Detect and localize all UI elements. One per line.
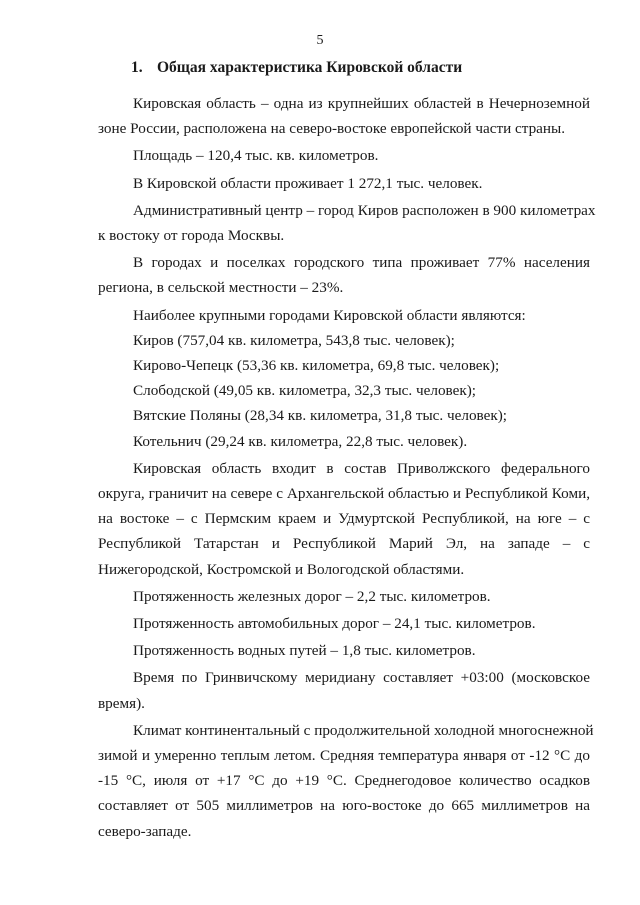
list-item: Котельнич (29,24 кв. километра, 22,8 тыс. человек). (133, 432, 468, 450)
list-item: Киров (757,04 кв. километра, 543,8 тыс. человек); (133, 331, 455, 349)
text-line: зоне России, расположена на северо-востоке европейской части страны. (98, 120, 566, 138)
text-line: В Кировской области проживает 1 272,1 тыс. человек. (133, 174, 483, 192)
city-list (98, 328, 590, 454)
section-heading (131, 58, 462, 78)
section-title: Общая характеристика Кировской области (157, 59, 463, 76)
list-item: Слободской (49,05 кв. километра, 32,3 тыс. человек); (133, 382, 477, 400)
text-line: В городах и поселках городского типа проживает 77% населения (133, 254, 590, 272)
paragraph-borders (98, 456, 590, 582)
text-line: Кировская область входит в состав Приволжского федерального (133, 459, 590, 477)
text-line: Протяженность автомобильных дорог – 24,1 тыс. километров. (133, 615, 536, 633)
paragraph-time-zone (98, 665, 590, 715)
section-number: 1. (131, 59, 143, 76)
list-item: Кирово-Чепецк (53,36 кв. километра, 69,8 тыс. человек); (133, 357, 500, 375)
text-line: время). (98, 694, 145, 712)
text-line: на востоке – с Пермским краем и Удмуртской Республикой, на юге – с (98, 510, 590, 528)
text-line: -15 °С, июля от +17 °С до +19 °С. Среднегодовое количество осадков (98, 772, 590, 790)
document-body (98, 91, 596, 844)
page-number: 5 (316, 33, 324, 48)
paragraph-urban-rural (98, 250, 590, 300)
text-line: к востоку от города Москвы. (98, 227, 285, 245)
paragraph-area (98, 143, 590, 168)
text-line: зимой и умеренно теплым летом. Средняя температура января от -12 °С до (98, 747, 590, 765)
text-line: составляет от 505 миллиметров на юго-востоке до 665 миллиметров на (98, 797, 590, 815)
paragraph-waterways (98, 638, 590, 663)
text-line: Административный центр – город Киров расположен в 900 километрах (133, 201, 596, 219)
paragraph-climate (98, 718, 594, 844)
text-line: региона, в сельской местности – 23%. (98, 279, 344, 297)
text-line: Республикой Татарстан и Республикой Марий Эл, на западе – с (98, 535, 590, 553)
paragraph-roads (98, 611, 590, 636)
text-line: Площадь – 120,4 тыс. кв. километров. (133, 147, 379, 165)
list-item: Вятские Поляны (28,34 кв. километра, 31,8 тыс. человек); (133, 407, 508, 425)
text-line: Протяженность железных дорог – 2,2 тыс. километров. (133, 587, 491, 605)
paragraph-population (98, 171, 590, 196)
paragraph-intro (98, 91, 590, 141)
text-line: Климат континентальный с продолжительной холодной многоснежной (133, 721, 594, 739)
text-line: Время по Гринвичскому меридиану составляет +03:00 (московское (133, 669, 590, 687)
paragraph-admin-center (98, 198, 596, 248)
paragraph-railways (98, 584, 590, 609)
text-line: Кировская область – одна из крупнейших областей в Нечерноземной (133, 95, 590, 112)
text-line: Протяженность водных путей – 1,8 тыс. километров. (133, 642, 476, 660)
paragraph-cities-intro (98, 303, 590, 328)
text-line: Наиболее крупными городами Кировской области являются: (133, 306, 526, 324)
text-line: северо-западе. (98, 822, 192, 840)
text-line: Нижегородской, Костромской и Вологодской областями. (98, 560, 465, 578)
text-line: округа, граничит на севере с Архангельской областью и Республикой Коми, (98, 485, 590, 503)
